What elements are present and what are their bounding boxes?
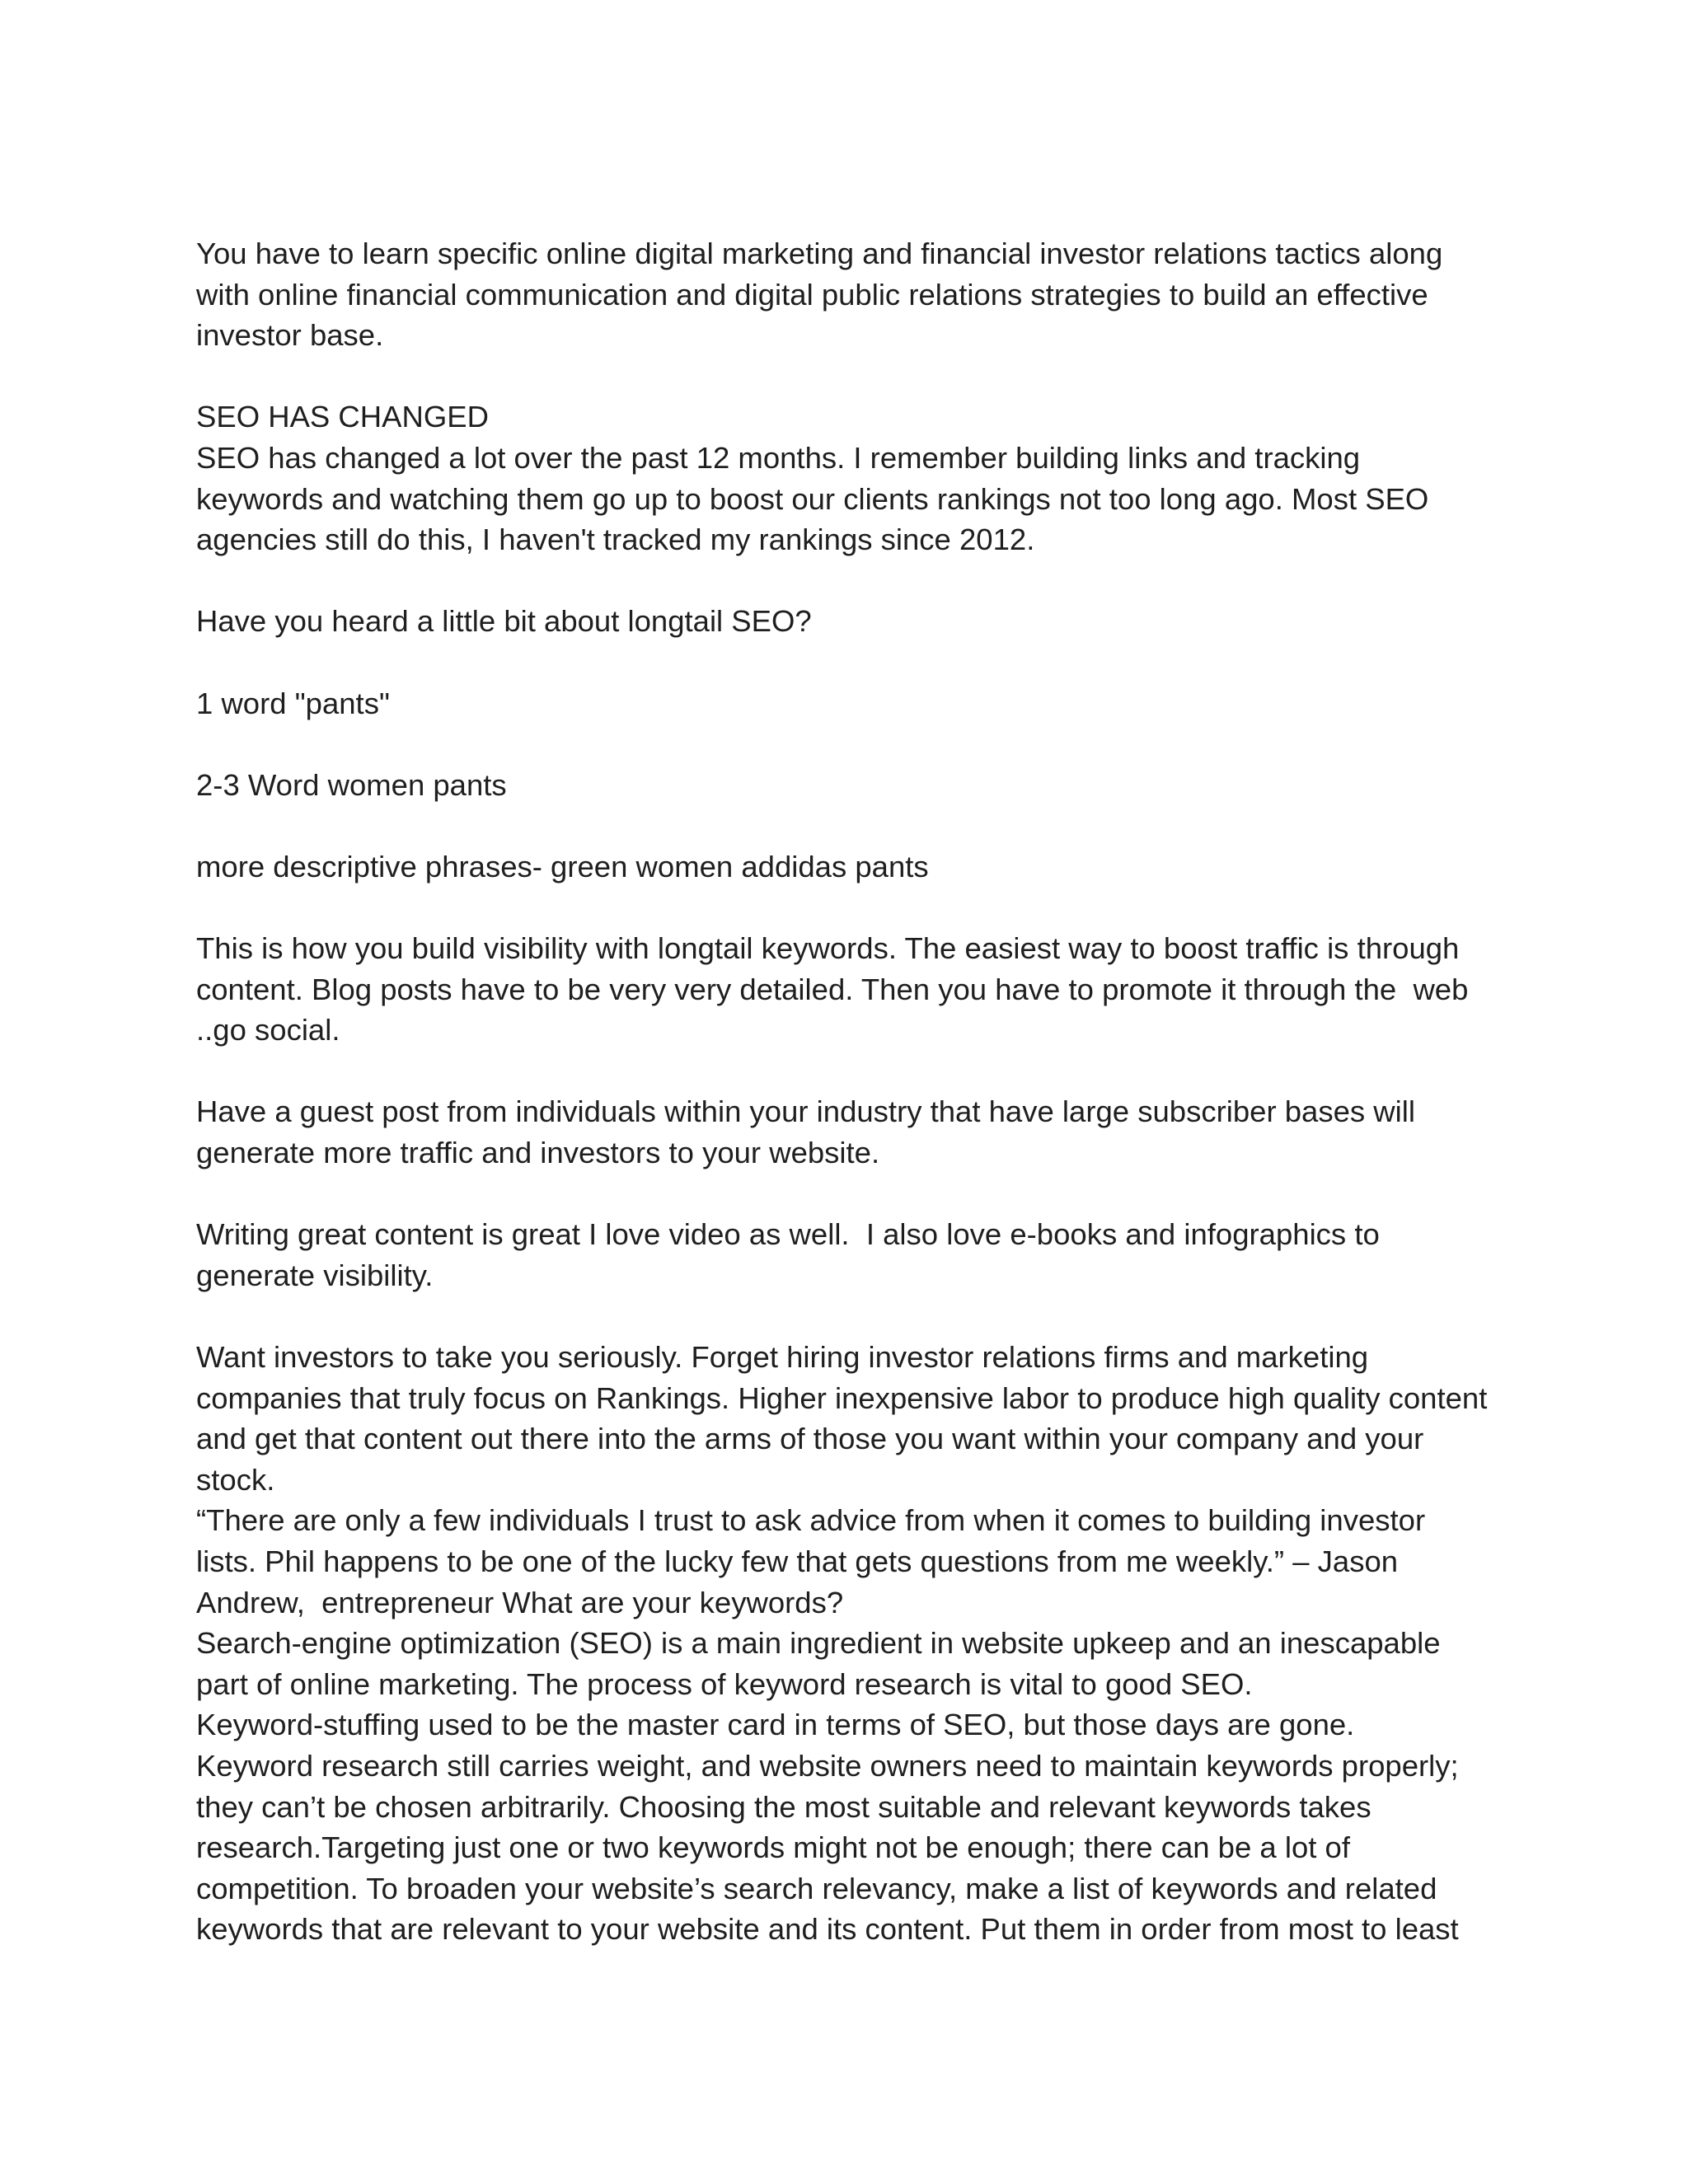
paragraph-gap xyxy=(196,888,1515,929)
text-line: 1 word "pants" xyxy=(196,686,390,720)
text-line: Writing great content is great I love video as well. I also love e-books and infographics to xyxy=(196,1217,1380,1252)
text-line: lists. Phil happens to be one of the lucky few that gets questions from me weekly.” – Jason xyxy=(196,1544,1399,1578)
text-line: Keyword-stuffing used to be the master card in terms of SEO, but those days are gone. xyxy=(196,1708,1355,1742)
paragraph-seo-heading xyxy=(196,396,1515,560)
text-line: generate visibility. xyxy=(196,1258,434,1292)
text-line: more descriptive phrases- green women addidas pants xyxy=(196,849,929,883)
paragraph-gap xyxy=(196,805,1515,846)
text-line: This is how you build visibility with longtail keywords. The easiest way to boost traffic is through xyxy=(196,931,1460,966)
text-line: research.Targeting just one or two keywords might not be enough; there can be a lot of xyxy=(196,1830,1350,1865)
text-line: Keyword research still carries weight, and website owners need to maintain keywords properly; xyxy=(196,1748,1459,1783)
text-line: 2-3 Word women pants xyxy=(196,767,507,802)
text-line: keywords and watching them go up to boost our clients rankings not too long ago. Most SEO xyxy=(196,481,1429,516)
text-line: Have you heard a little bit about longtail SEO? xyxy=(196,604,812,639)
paragraph-longtail-question xyxy=(196,601,1515,642)
paragraph-gap xyxy=(196,642,1515,683)
document-body xyxy=(196,233,1515,1950)
text-line: with online financial communication and digital public relations strategies to build an effective xyxy=(196,277,1428,312)
text-line: SEO has changed a lot over the past 12 months. I remember building links and tracking xyxy=(196,440,1361,475)
paragraph-great-content xyxy=(196,1214,1515,1296)
text-line: You have to learn specific online digital marketing and financial investor relations tactics along xyxy=(196,237,1443,270)
text-line: generate more traffic and investors to your website. xyxy=(196,1136,880,1170)
text-line: Search-engine optimization (SEO) is a main ingredient in website upkeep and an inescapable xyxy=(196,1626,1441,1661)
text-line: keywords that are relevant to your website and its content. Put them in order from most to least xyxy=(196,1912,1459,1947)
text-line: agencies still do this, I haven't tracked my rankings since 2012. xyxy=(196,523,1035,557)
text-line: “There are only a few individuals I trust to ask advice from when it comes to building investor xyxy=(196,1503,1426,1538)
text-line: Andrew, entrepreneur What are your keywords? xyxy=(196,1585,844,1619)
text-line: content. Blog posts have to be very very detailed. Then you have to promote it through the web xyxy=(196,972,1469,1006)
paragraph-one-word xyxy=(196,683,1515,724)
text-line: part of online marketing. The process of keyword research is vital to good SEO. xyxy=(196,1666,1253,1701)
text-line: and get that content out there into the arms of those you want within your company and your xyxy=(196,1422,1424,1456)
text-line: SEO HAS CHANGED xyxy=(196,400,489,434)
text-line: companies that truly focus on Rankings. Higher inexpensive labor to produce high quality content xyxy=(196,1380,1488,1415)
paragraph-investors xyxy=(196,1337,1515,1950)
text-line: Want investors to take you seriously. Forget hiring investor relations firms and marketing xyxy=(196,1340,1369,1375)
text-line: stock. xyxy=(196,1462,275,1497)
paragraph-gap xyxy=(196,1174,1515,1215)
paragraph-two-three-word xyxy=(196,765,1515,806)
paragraph-gap xyxy=(196,356,1515,397)
paragraph-gap xyxy=(196,1051,1515,1092)
paragraph-descriptive xyxy=(196,846,1515,888)
paragraph-gap xyxy=(196,1296,1515,1337)
paragraph-gap xyxy=(196,560,1515,602)
paragraph-guest-post xyxy=(196,1091,1515,1173)
text-line: ..go social. xyxy=(196,1013,340,1047)
paragraph-gap xyxy=(196,724,1515,765)
text-line: competition. To broaden your website’s search relevancy, make a list of keywords and related xyxy=(196,1871,1437,1905)
paragraph-intro xyxy=(196,233,1515,356)
text-line: investor base. xyxy=(196,318,384,353)
text-line: they can’t be chosen arbitrarily. Choosing the most suitable and relevant keywords takes xyxy=(196,1789,1372,1824)
paragraph-visibility xyxy=(196,928,1515,1051)
text-line: Have a guest post from individuals within your industry that have large subscriber bases will xyxy=(196,1094,1415,1129)
